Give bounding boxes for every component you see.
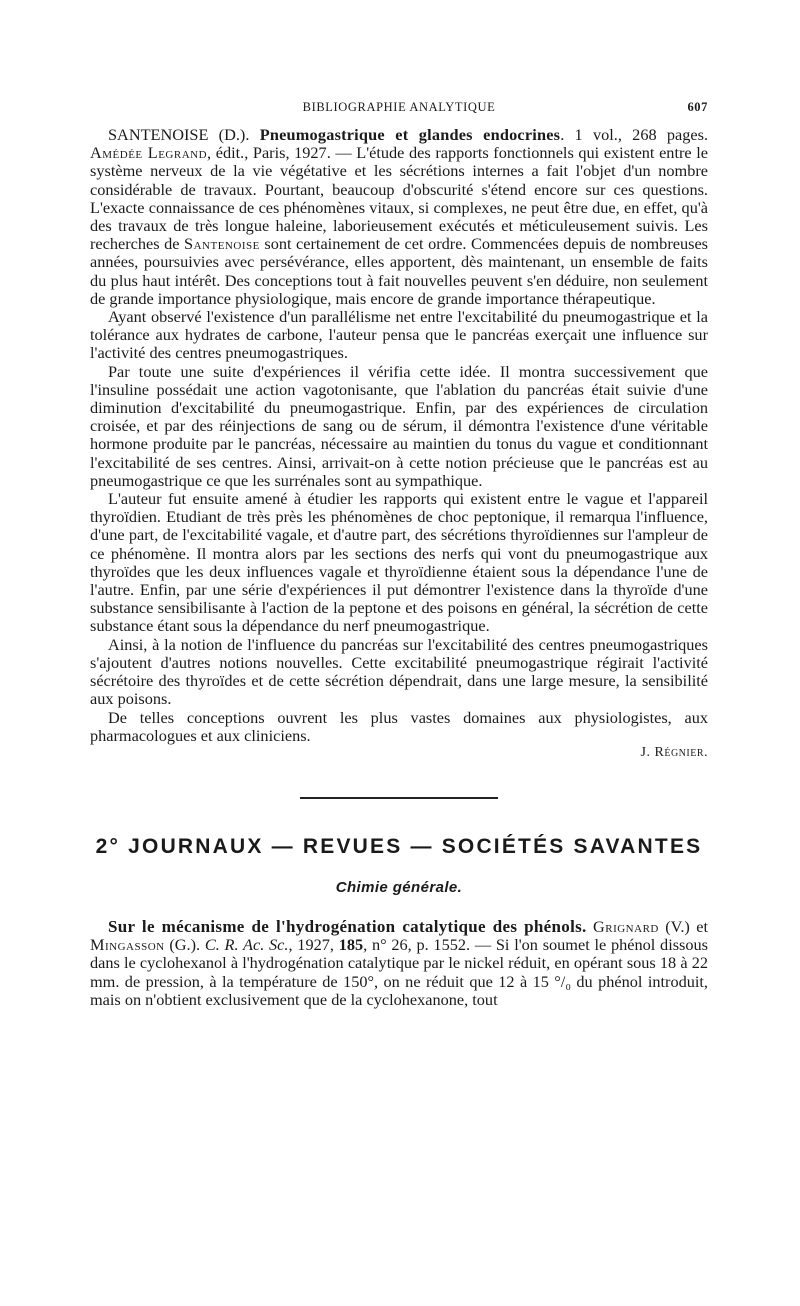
review-signature [90, 745, 708, 761]
review-paragraph-2: Ayant observé l'existence d'un parallélisme net entre l'excitabilité du pneumogastrique et la tolérance aux hydrates de carbone, l'auteur pensa que le pancréas exerçait une influence sur l'activité des centres pneumogastriques. [90, 307, 708, 363]
review-text: , édit., Paris, 1927. — L'étude des rapports fonctionnels qui existent entre le système nerveux de la vie végétative et les sécrétions internes a fait l'objet d'un nombre considérable de travaux. Pourtant, beaucoup d'obscurité s'étend encore sur ces questions. L'exacte connaissance de ces phénomènes vitaux, si complexes, ne peut être due, en effet, qu'à des travaux de très longue haleine, laborieusement exécutés et méticuleusement suivis. Les recherches de [90, 143, 708, 254]
review-paragraph-5: Ainsi, à la notion de l'influence du pancréas sur l'excitabilité des centres pneumogastriques s'ajoutent d'autres notions nouvelles. Cette excitabilité pneumogastrique régirait l'activité sécrétoire des thyroïdes et de cette sécrétion dépendrait, dans une large mesure, la sensibilité aux poisons. [90, 634, 708, 709]
abstract-volume: 185 [338, 935, 364, 955]
review-author: SANTENOISE (D.). [108, 125, 250, 144]
abstract-author-2: Mingasson [90, 935, 165, 955]
book-review [90, 126, 708, 761]
document-page [90, 100, 708, 1009]
abstract-title: Sur le mécanisme de l'hydrogénation catalytique des phénols. [108, 916, 587, 936]
abstract-text: (V.) et [658, 916, 708, 936]
section-title: 2° JOURNAUX — REVUES — SOCIÉTÉS SAVANTES [95, 834, 703, 858]
abstract-body: , n° 26, p. 1552. — Si l'on soumet le phénol dissous dans le cyclohexanol à l'hydrogénation catalytique par le nickel réduit, en opérant sous 18 à 22 mm. de pression, à la température de 150°, on ne réduit que 12 à 15 °/₀ du phénol introduit, mais on n'obtient exclusivement que de la cyclohexanone, tout [90, 935, 709, 1009]
review-details: . 1 vol., 268 pages. [560, 125, 709, 144]
abstract-entry [90, 918, 708, 1009]
review-paragraph-1 [90, 126, 708, 308]
review-book-title: Pneumogastrique et glandes endocrines [259, 125, 561, 144]
page-number: 607 [687, 100, 708, 114]
review-text-cont: sont certainement de cet ordre. Commencées depuis de nombreuses années, poursuivies avec persévérance, elles apportent, dès maintenant, un ensemble de faits du plus haut intérêt. Des conceptions tout à fait nouvelles peuvent s'en déduire, non seulement de grande importance physiologique, mais encore de grande importance thérapeutique. [90, 234, 709, 308]
abstract-text: (G.). [164, 935, 205, 955]
review-author-ref: Santenoise [184, 234, 260, 254]
abstract-author-1: Grignard [592, 916, 659, 936]
running-title: BIBLIOGRAPHIE ANALYTIQUE [302, 100, 496, 114]
review-paragraph-6: De telles conceptions ouvrent les plus vastes domaines aux physiologistes, aux pharmacologues et aux cliniciens. [90, 707, 708, 745]
subsection-title: Chimie générale. [335, 878, 463, 896]
review-paragraph-4: L'auteur fut ensuite amené à étudier les rapports qui existent entre le vague et l'appareil thyroïdien. Etudiant de très près les phénomènes de choc peptonique, il remarqua l'influence, d'une part, de l'excitabilité vagale, et d'autre part, des sécrétions thyroïdiennes sur l'ampleur de ce phénomène. Il montra alors par les sections des nerfs qui vont du pneumogastrique aux thyroïdes que les deux influences vagale et thyroïdienne étaient sous la dépendance l'une de l'autre. Enfin, par une série d'expériences il put démontrer l'existence dans la thyroïde d'une substance sensibilisante à l'action de la peptone et des poisons en général, la sécrétion de cette substance étant sous la dépendance du nerf pneumogastrique. [90, 489, 708, 636]
abstract-journal: C. R. Ac. Sc. [204, 935, 289, 955]
signature-text: J. Régnier. [640, 744, 708, 760]
review-publisher: Amédée Legrand [90, 143, 208, 163]
review-paragraph-3: Par toute une suite d'expériences il vérifia cette idée. Il montra successivement que l'insuline possédait une action vagotonisante, que l'ablation du pancréas était suivie d'une diminution d'excitabilité du pneumogastrique. Enfin, par des expériences de circulation croisée, et par des réinjections de sang ou de sérum, il démontra l'existence d'une véritable hormone produite par le pancréas, nécessaire au maintien du tonus du vague et conditionnant l'excitabilité de ses centres. Ainsi, arrivait-on à cette notion précieuse que le pancréas est au pneumogastrique ce que les surrénales sont au sympathique. [90, 361, 708, 490]
abstract-paragraph [90, 918, 708, 1009]
abstract-text: , 1927, [288, 935, 339, 955]
section-divider [300, 797, 498, 799]
running-header [90, 100, 708, 122]
